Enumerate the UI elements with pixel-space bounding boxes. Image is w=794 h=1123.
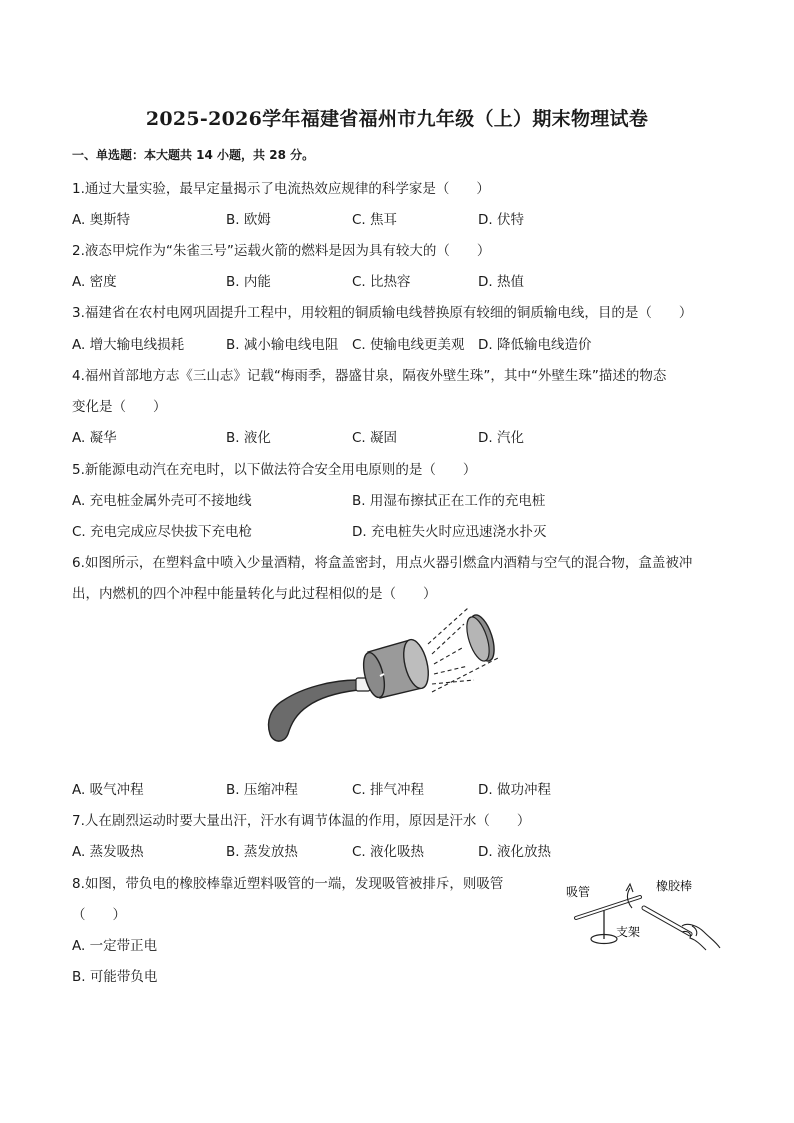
question-6-option-c[interactable]: C. 排气冲程	[352, 782, 425, 798]
question-7-stem: 7.人在剧烈运动时要大量出汗，汗水有调节体温的作用，原因是汗水（ ）	[72, 813, 531, 829]
question-5-option-a[interactable]: A. 充电桩金属外壳可不接地线	[72, 493, 252, 509]
question-1-option-c[interactable]: C. 焦耳	[352, 212, 398, 228]
question-6-stem-line-2: 出，内燃机的四个冲程中能量转化与此过程相似的是（ ）	[72, 586, 437, 602]
question-8-stem: 8.如图，带负电的橡胶棒靠近塑料吸管的一端，发现吸管被排斥，则吸管	[72, 876, 504, 892]
question-2-option-c[interactable]: C. 比热容	[352, 274, 411, 290]
question-5-stem: 5.新能源电动汽在充电时，以下做法符合安全用电原则的是（ ）	[72, 462, 477, 478]
question-4-option-a[interactable]: A. 凝华	[72, 430, 117, 446]
question-2-option-d[interactable]: D. 热值	[478, 274, 524, 290]
question-1-option-a[interactable]: A. 奥斯特	[72, 212, 131, 228]
question-2-option-b[interactable]: B. 内能	[226, 274, 271, 290]
question-7-option-b[interactable]: B. 蒸发放热	[226, 844, 298, 860]
question-6-option-b[interactable]: B. 压缩冲程	[226, 782, 298, 798]
question-2-stem: 2.液态甲烷作为“朱雀三号”运载火箭的燃料是因为具有较大的（ ）	[72, 243, 491, 259]
question-3-option-a[interactable]: A. 增大输电线损耗	[72, 337, 185, 353]
alcohol-box-ignition-figure	[262, 600, 512, 750]
section-heading: 一、单选题：本大题共 14 小题，共 28 分。	[72, 148, 315, 162]
question-2-option-a[interactable]: A. 密度	[72, 274, 117, 290]
question-1-stem: 1.通过大量实验，最早定量揭示了电流热效应规律的科学家是（ ）	[72, 181, 490, 197]
question-8-stem-cont: （ ）	[72, 907, 126, 923]
question-3-option-d[interactable]: D. 降低输电线造价	[478, 337, 592, 353]
question-5-option-d[interactable]: D. 充电桩失火时应迅速浇水扑灭	[352, 524, 547, 540]
question-4-option-c[interactable]: C. 凝固	[352, 430, 398, 446]
question-4-option-b[interactable]: B. 液化	[226, 430, 271, 446]
question-6-stem-line-1: 6.如图所示，在塑料盒中喷入少量酒精，将盒盖密封，用点火器引燃盒内酒精与空气的混合物，盒盖被冲	[72, 555, 693, 571]
straw-and-rod-figure	[560, 870, 730, 960]
question-8-option-a[interactable]: A. 一定带正电	[72, 938, 158, 954]
question-4-stem-line-1: 4.福州首部地方志《三山志》记载“梅雨季，器盛甘泉，隔夜外壁生珠”，其中“外壁生珠”描述的物态	[72, 368, 667, 384]
question-8-option-b[interactable]: B. 可能带负电	[72, 969, 158, 985]
question-3-option-b[interactable]: B. 减小输电线电阻	[226, 337, 339, 353]
question-3-stem: 3.福建省在农村电网巩固提升工程中，用较粗的铜质输电线替换原有较细的铜质输电线，目的是（ ）	[72, 305, 693, 321]
question-3-option-c[interactable]: C. 使输电线更美观	[352, 337, 465, 353]
question-1-option-d[interactable]: D. 伏特	[478, 212, 524, 228]
question-6-option-a[interactable]: A. 吸气冲程	[72, 782, 144, 798]
rubber-rod	[644, 908, 690, 934]
question-1-option-b[interactable]: B. 欧姆	[226, 212, 271, 228]
label-straw: 吸管	[566, 885, 591, 899]
label-stand: 支架	[616, 925, 641, 939]
question-7-option-d[interactable]: D. 液化放热	[478, 844, 551, 860]
question-7-option-c[interactable]: C. 液化吸热	[352, 844, 425, 860]
straw	[576, 897, 640, 918]
exam-title: 2025-2026学年福建省福州市九年级（上）期末物理试卷	[145, 108, 649, 130]
hand	[682, 924, 720, 950]
igniter-handle	[269, 680, 358, 741]
question-7-option-a[interactable]: A. 蒸发吸热	[72, 844, 144, 860]
question-5-option-c[interactable]: C. 充电完成应尽快拔下充电枪	[72, 524, 253, 540]
label-rubber-rod: 橡胶棒	[656, 879, 693, 893]
question-6-option-d[interactable]: D. 做功冲程	[478, 782, 551, 798]
question-4-stem-line-2: 变化是（ ）	[72, 399, 167, 415]
question-5-option-b[interactable]: B. 用湿布擦拭正在工作的充电桩	[352, 493, 546, 509]
question-4-option-d[interactable]: D. 汽化	[478, 430, 524, 446]
